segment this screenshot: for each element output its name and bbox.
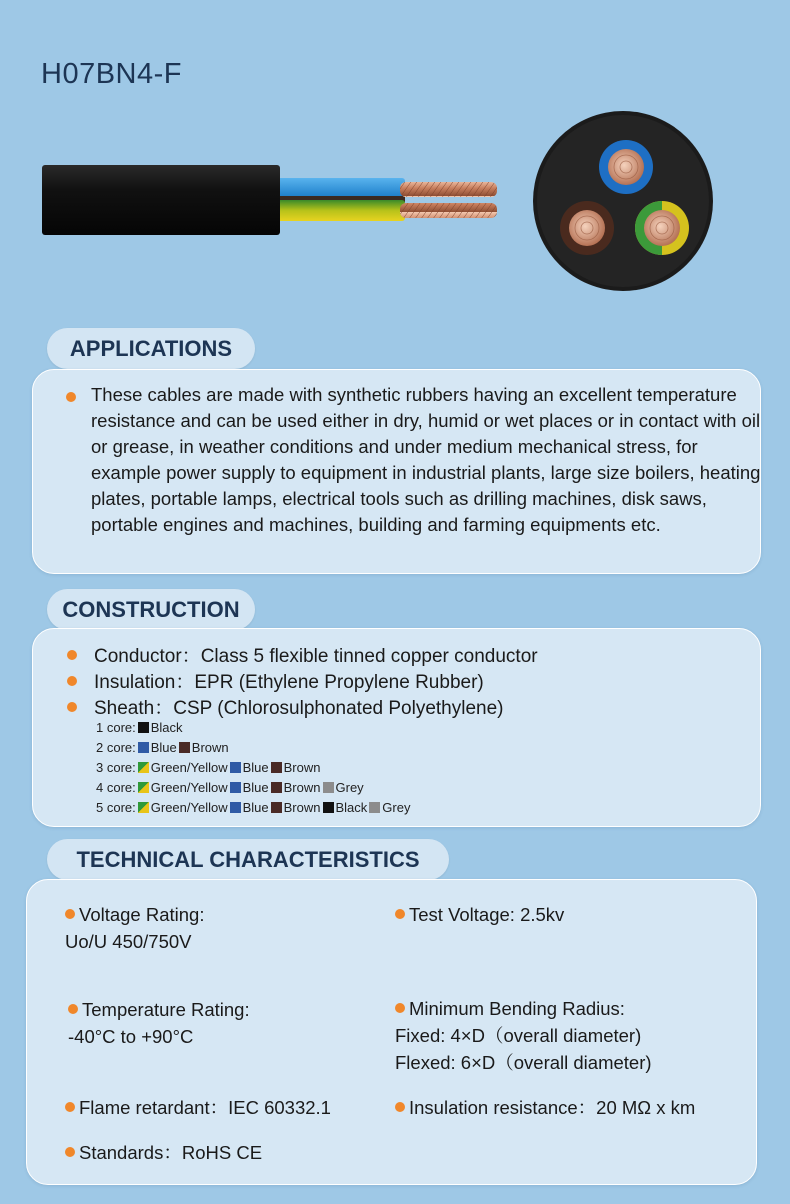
color-swatch-icon [138, 722, 149, 733]
technical-heading-label: TECHNICAL CHARACTERISTICS [76, 846, 420, 872]
test-voltage [395, 901, 564, 928]
temperature-rating-label: Temperature Rating: [82, 999, 250, 1020]
color-swatch-icon [138, 782, 149, 793]
core-count-label: 4 core: [96, 780, 136, 795]
core-color-name: Green/Yellow [150, 780, 228, 795]
core-row [96, 720, 183, 735]
core-count-label: 1 core: [96, 720, 136, 735]
applications-heading [47, 328, 255, 369]
core-color-name: Grey [382, 800, 411, 815]
core-color-name: Black [150, 720, 183, 735]
voltage-rating-label: Voltage Rating: [79, 904, 205, 925]
core-row [96, 740, 229, 755]
color-swatch-icon [271, 802, 282, 813]
insulation-resistance-value: 20 MΩ x km [596, 1097, 696, 1118]
applications-card [32, 369, 761, 574]
item-label: Conductor [94, 646, 182, 667]
bullet-icon [65, 1147, 75, 1157]
bullet-icon [65, 1102, 75, 1112]
item-label: Insulation [94, 672, 176, 693]
applications-text: These cables are made with synthetic rubbers having an excellent temperature resistance and can be used either in dry, humid or wet places or in contact with oil or grease, in weather conditions and under medium mechanical stress, for example power supply to equipment in industrial plants, large size boilers, heating plates, portable lamps, electrical tools such as drilling machines, disk saws, portable engines and machines, building and farming equipments etc. [91, 384, 761, 535]
bullet-icon [395, 909, 405, 919]
color-swatch-icon [138, 742, 149, 753]
standards-label: Standards [79, 1142, 164, 1163]
color-swatch-icon [138, 762, 149, 773]
item-value: EPR (Ethylene Propylene Rubber) [194, 672, 484, 693]
page-title: H07BN4-F [41, 58, 182, 90]
color-swatch-icon [230, 802, 241, 813]
core-color-name: Grey [335, 780, 364, 795]
bending-radius-flexed: Flexed: 6×D（overall diameter) [395, 1052, 652, 1073]
temperature-rating-value: -40°C to +90°C [68, 1026, 194, 1047]
construction-item-insulation: Insulation：EPR (Ethylene Propylene Rubber) [67, 667, 484, 694]
test-voltage-label: Test Voltage: 2.5kv [409, 904, 565, 925]
item-label: Sheath [94, 698, 155, 719]
bullet-icon [66, 392, 76, 402]
core-count-label: 5 core: [96, 800, 136, 815]
bullet-icon [68, 1004, 78, 1014]
color-swatch-icon [323, 802, 334, 813]
construction-item-conductor: Conductor：Class 5 flexible tinned copper conductor [67, 641, 538, 668]
core-row [96, 800, 410, 815]
core-color-name: Green/Yellow [150, 760, 228, 775]
color-swatch-icon [369, 802, 380, 813]
core-color-name: Black [335, 800, 368, 815]
color-swatch-icon [230, 762, 241, 773]
color-swatch-icon [230, 782, 241, 793]
construction-heading-label: CONSTRUCTION [62, 596, 240, 622]
color-swatch-icon [138, 802, 149, 813]
voltage-rating [65, 901, 204, 955]
core-color-name: Blue [242, 780, 269, 795]
flame-retardant-value: IEC 60332.1 [228, 1097, 331, 1118]
core-color-name: Blue [242, 760, 269, 775]
insulation-resistance-label: Insulation resistance [409, 1097, 578, 1118]
color-swatch-icon [271, 782, 282, 793]
bending-radius [395, 995, 652, 1076]
technical-card [26, 879, 757, 1185]
color-swatch-icon [271, 762, 282, 773]
flame-retardant-label: Flame retardant [79, 1097, 210, 1118]
construction-item-sheath: Sheath：CSP (Chlorosulphonated Polyethylene) [67, 693, 504, 720]
voltage-rating-value: Uo/U 450/750V [65, 931, 192, 952]
standards: Standards：RoHS CE [65, 1139, 262, 1166]
core-row [96, 780, 364, 795]
insulation-resistance: Insulation resistance：20 MΩ x km [395, 1094, 695, 1121]
color-swatch-icon [323, 782, 334, 793]
technical-heading [47, 839, 449, 880]
core-color-name: Green/Yellow [150, 800, 228, 815]
construction-heading [47, 589, 255, 630]
core-color-name: Brown [283, 780, 321, 795]
core-color-name: Blue [242, 800, 269, 815]
core-count-label: 2 core: [96, 740, 136, 755]
item-value: CSP (Chlorosulphonated Polyethylene) [173, 698, 504, 719]
core-color-name: Blue [150, 740, 177, 755]
bending-radius-label: Minimum Bending Radius: [409, 998, 625, 1019]
bullet-icon [395, 1003, 405, 1013]
bullet-icon [395, 1102, 405, 1112]
core-count-label: 3 core: [96, 760, 136, 775]
bullet-icon [67, 676, 77, 686]
core-color-name: Brown [283, 800, 321, 815]
flame-retardant: Flame retardant：IEC 60332.1 [65, 1094, 331, 1121]
construction-card [32, 628, 761, 827]
temperature-rating [68, 996, 250, 1050]
core-color-name: Brown [283, 760, 321, 775]
core-color-name: Brown [191, 740, 229, 755]
cable-illustration [0, 100, 790, 300]
bending-radius-fixed: Fixed: 4×D（overall diameter) [395, 1025, 642, 1046]
core-row [96, 760, 321, 775]
item-value: Class 5 flexible tinned copper conductor [200, 646, 538, 667]
bullet-icon [65, 909, 75, 919]
applications-heading-label: APPLICATIONS [69, 335, 233, 361]
color-swatch-icon [179, 742, 190, 753]
standards-value: RoHS CE [181, 1142, 263, 1163]
bullet-icon [67, 702, 77, 712]
bullet-icon [67, 650, 77, 660]
